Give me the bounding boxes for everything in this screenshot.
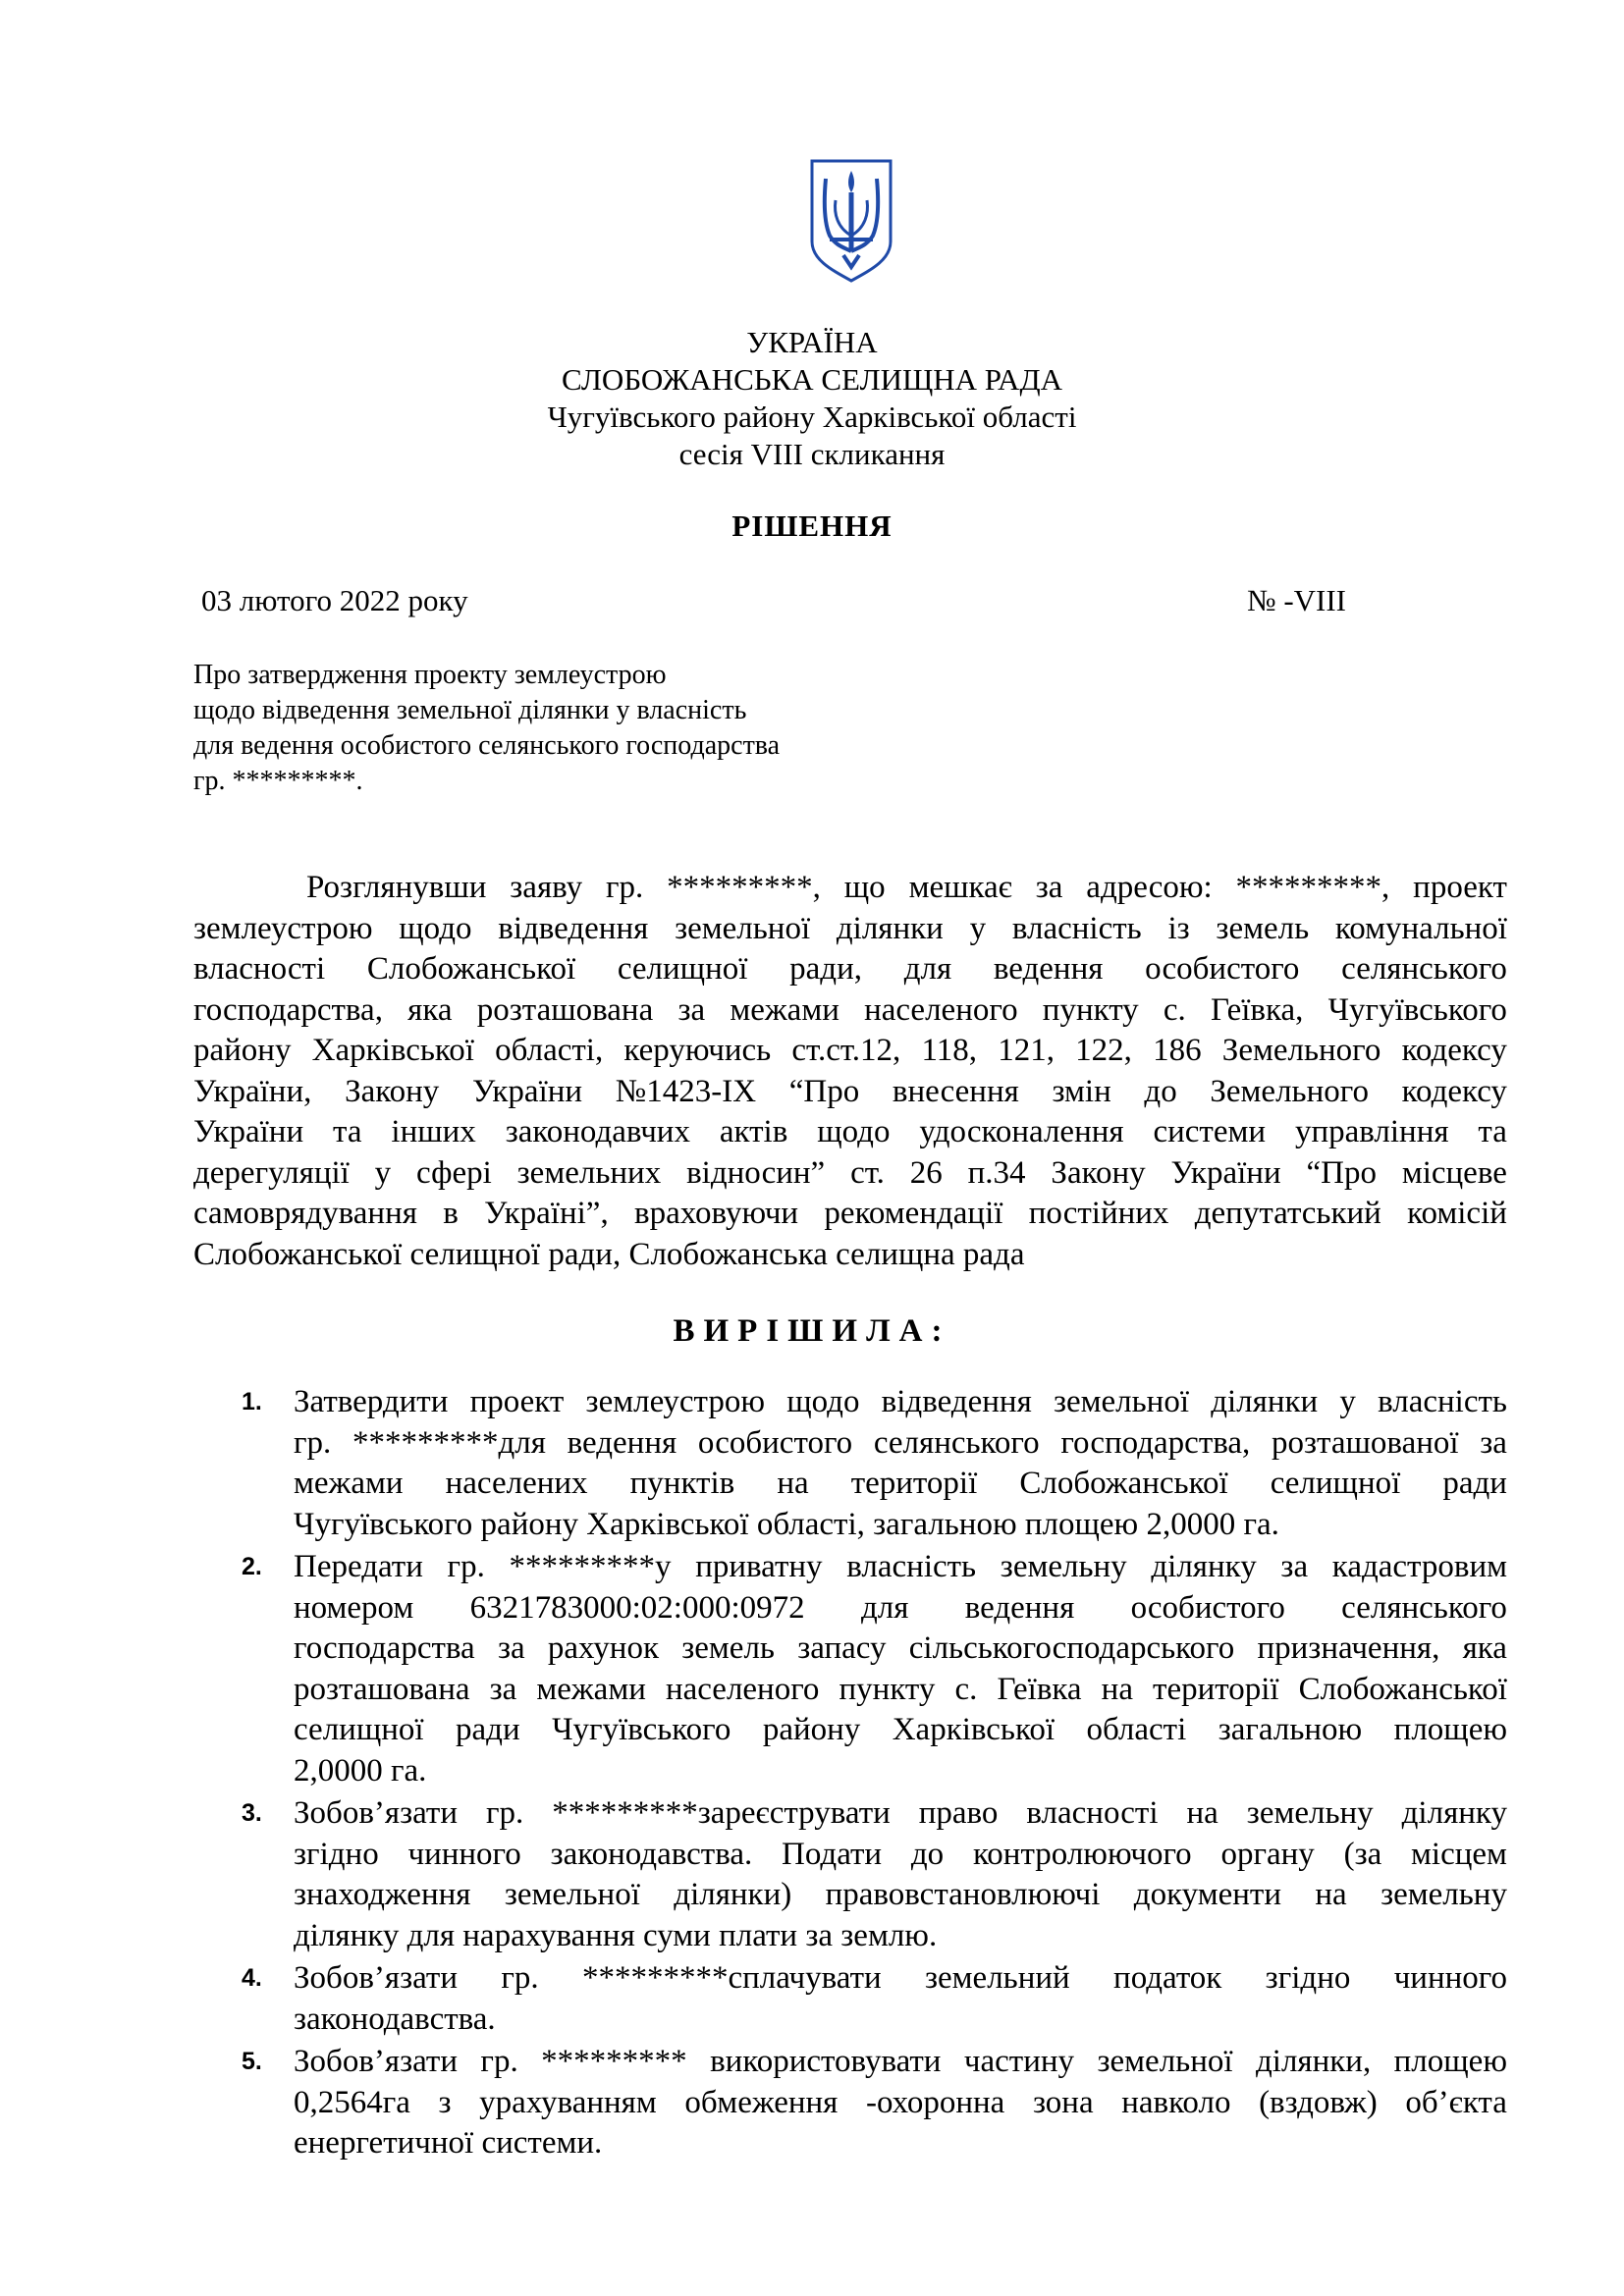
preamble-line: України та інших законодавчих актів щодо удосконалення системи управління та xyxy=(193,1114,1507,1149)
subject-line: Про затвердження проекту землеустрою xyxy=(193,660,667,690)
subject-line: для ведення особистого селянського господарства xyxy=(193,730,781,761)
council-name: СЛОБОЖАНСЬКА СЕЛИЩНА РАДА xyxy=(562,362,1062,397)
item-line: 2,0000 га. xyxy=(294,1752,427,1789)
item-line: ділянку для нарахування суми плати за землю. xyxy=(294,1917,938,1953)
item-line: Затвердити проект землеустрою щодо відведення земельної ділянки у власність xyxy=(294,1384,1507,1419)
subject-line: гр. *********. xyxy=(193,766,363,796)
country-name: УКРАЇНА xyxy=(746,325,878,359)
item-line: номером 6321783000:02:000:0972 для ведення особистого селянського xyxy=(294,1589,1507,1626)
item-line: енергетичної системи. xyxy=(294,2125,603,2161)
item-line: господарства за рахунок земель запасу сільськогосподарського призначення, яка xyxy=(294,1630,1507,1666)
item-number: 1. xyxy=(242,1388,262,1415)
decision-subject xyxy=(193,658,780,799)
preamble-line: Слобожанської селищної ради, Слобожанська селищна рада xyxy=(193,1236,1025,1272)
item-text xyxy=(294,1958,1507,2040)
preamble-line: власності Слобожанської селищної ради, для ведення особистого селянського xyxy=(193,951,1507,987)
item-line: згідно чинного законодавства. Подати до контролюючого органу (за місцем xyxy=(294,1836,1507,1872)
item-line: гр. *********для ведення особистого селянського господарства, розташованої за xyxy=(294,1424,1507,1461)
item-line: Чугуївського району Харківської області, загальною площею 2,0000 га. xyxy=(294,1506,1279,1542)
preamble-line: дерегуляції у сфері земельних відносин” ст. 26 п.34 Закону України “Про місцеве xyxy=(193,1154,1507,1191)
item-line: Зобов’язати гр. *********сплачувати земельний податок згідно чинного xyxy=(294,1960,1507,1996)
item-number: 2. xyxy=(242,1553,262,1580)
preamble-line: господарства, яка розташована за межами населеного пункту с. Геївка, Чугуївського xyxy=(193,991,1507,1028)
item-line: 0,2564га з урахуванням обмеження -охоронна зона навколо (вздовж) об’єкта xyxy=(294,2084,1507,2120)
preamble-line: Розглянувши заяву гр. *********, що мешкає за адресою: *********, проект xyxy=(306,870,1507,905)
district-name: Чугуївського району Харківської області xyxy=(547,400,1077,434)
item-text xyxy=(294,1547,1507,1791)
preamble-line: землеустрою щодо відведення земельної ділянки у власність із земель комунальної xyxy=(193,910,1507,946)
item-text xyxy=(294,2042,1507,2164)
decision-date: 03 лютого 2022 року xyxy=(201,583,468,617)
document-header xyxy=(0,324,1624,473)
item-text xyxy=(294,1793,1507,1956)
item-line: селищної ради Чугуївського району Харківської області загальною площею xyxy=(294,1712,1507,1747)
item-line: знаходження земельної ділянки) правовстановлюючі документи на земельну xyxy=(294,1877,1507,1912)
ukraine-coat-of-arms-icon xyxy=(808,157,894,285)
item-line: Передати гр. *********у приватну власність земельну ділянку за кадастровим xyxy=(294,1549,1507,1584)
item-line: розташована за межами населеного пункту с. Геївка на території Слобожанської xyxy=(294,1671,1507,1707)
preamble-line: району Харківської області, керуючись ст.ст.12, 118, 121, 122, 186 Земельного кодексу xyxy=(193,1033,1507,1068)
item-number: 4. xyxy=(242,1964,262,1992)
preamble-paragraph xyxy=(193,868,1507,1275)
decision-number: № -VIII xyxy=(1247,583,1347,617)
resolved-heading: ВИРІШИЛА: xyxy=(673,1313,951,1349)
item-number: 5. xyxy=(242,2048,262,2075)
subject-line: щодо відведення земельної ділянки у власність xyxy=(193,695,747,725)
decision-title: РІШЕННЯ xyxy=(731,508,893,543)
preamble-line: самоврядування в Україні”, враховуючи рекомендації постійних депутатський комісій xyxy=(193,1196,1507,1231)
item-line: Зобов’язати гр. *********зареєструвати право власності на земельну ділянку xyxy=(294,1795,1507,1831)
preamble-line: України, Закону України №1423-IX “Про внесення змін до Земельного кодексу xyxy=(193,1073,1507,1109)
item-line: Зобов’язати гр. ********* використовувати частину земельної ділянки, площею xyxy=(294,2044,1507,2079)
item-text xyxy=(294,1382,1507,1545)
session-name: сесія VIII скликання xyxy=(678,437,946,471)
item-number: 3. xyxy=(242,1799,262,1827)
item-line: законодавства. xyxy=(294,2001,496,2037)
item-line: межами населених пунктів на території Слобожанської селищної ради xyxy=(294,1466,1507,1501)
